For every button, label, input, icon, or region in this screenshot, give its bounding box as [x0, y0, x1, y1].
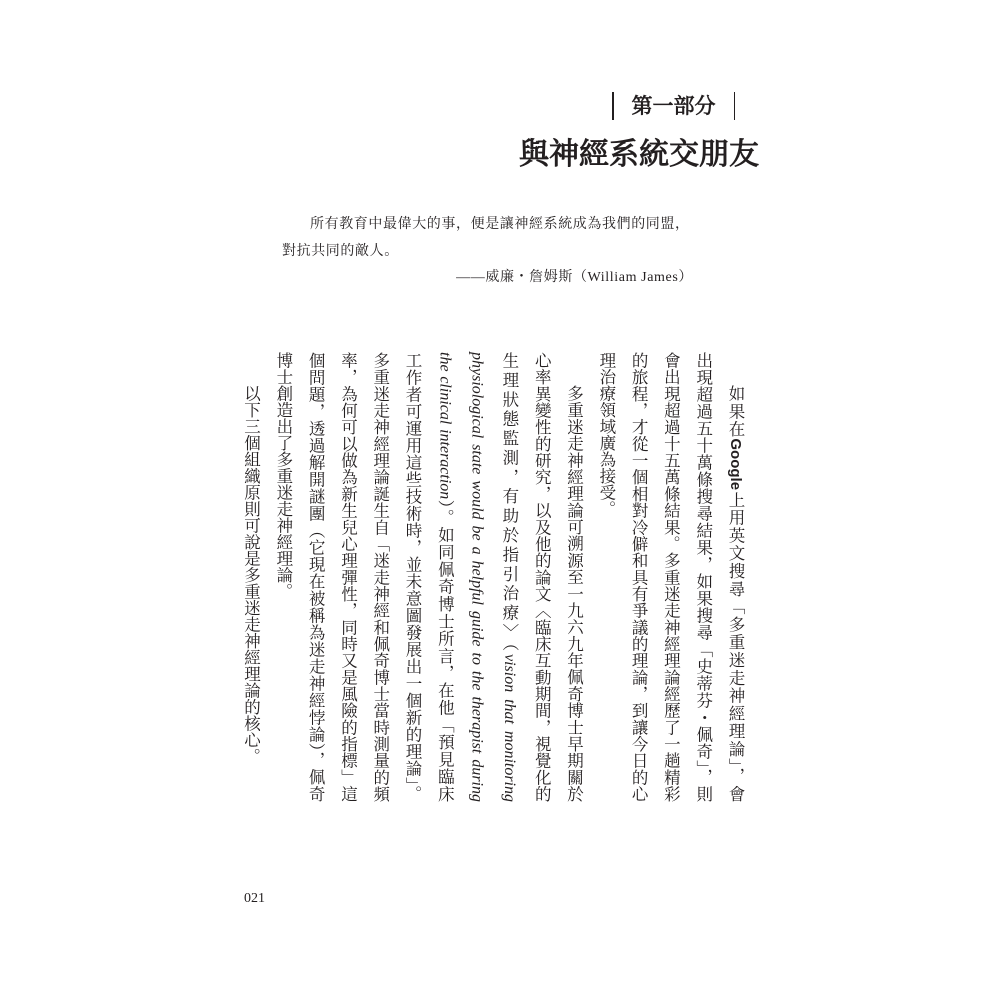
- epigraph-line-2: 對抗共同的敵人。: [282, 244, 399, 259]
- latin-term: Google: [727, 438, 744, 491]
- page-number: 021: [244, 891, 265, 906]
- body-column-3: [654, 352, 686, 802]
- epigraph-line-1: 所有教育中最偉大的事，便是讓神經系統成為我們的同盟，: [310, 217, 690, 232]
- body-column-16: [234, 352, 266, 802]
- body-column-12: [363, 352, 395, 802]
- italic-english-segment: the clinical interaction: [436, 352, 454, 500]
- body-column-11: [396, 352, 428, 802]
- body-column-14: [299, 352, 331, 802]
- body-text-segment: 多重迷走神經理論誕生自「迷走神經和佩奇博士當時測量的頻: [370, 352, 390, 802]
- italic-english-segment: physiological state would be a helpful guide to the therapist during: [468, 352, 486, 802]
- chapter-title: 與神經系統交朋友: [519, 138, 759, 171]
- body-text-segment: 理治療領域廣為接受。: [596, 352, 616, 517]
- body-column-15: [267, 352, 299, 802]
- body-column-2: [686, 352, 718, 802]
- part-heading: [612, 91, 735, 121]
- body-text-segment: 如果在: [726, 385, 745, 439]
- body-text-segment: 博士創造出了多重迷走神經理論。: [273, 352, 293, 600]
- body-column-4: [622, 352, 654, 802]
- body-text-segment: ）。如同佩奇博士所言，在他「預見臨床: [435, 499, 455, 802]
- epigraph-attribution: ——威廉・詹姆斯（William James）: [456, 270, 693, 285]
- body-column-6: [557, 352, 589, 802]
- body-text-segment: 多重迷走神經理論可溯源至一九六九年佩奇博士早期關於: [564, 385, 584, 802]
- body-text-segment: 出現超過五十萬條搜尋結果，如果搜尋「史蒂芬・佩奇」，則: [693, 352, 713, 802]
- body-column-9: [460, 352, 492, 802]
- body-text-segment: 的旅程，才從一個相對冷僻和具有爭議的理論，到讓今日的心: [629, 352, 649, 802]
- body-column-13: [331, 352, 363, 802]
- body-text-segment: 工作者可運用這些技術時，並未意圖發展出一個新的理論」。: [403, 352, 423, 802]
- body-column-10: [428, 352, 460, 802]
- body-text-segment: 上用英文搜尋「多重迷走神經理論」，會: [726, 490, 745, 803]
- body-column-8: [493, 352, 525, 802]
- part-label: 第一部分: [631, 94, 716, 118]
- body-text-segment: 以下三個組織原則可說是多重迷走神經理論的核心。: [241, 385, 261, 765]
- body-column-7: [525, 352, 557, 802]
- part-heading-right-bar: [734, 92, 736, 120]
- body-column-1: [719, 352, 751, 802]
- body-column-5: [590, 352, 622, 802]
- italic-english-segment: vision that monitoring: [500, 654, 518, 803]
- body-text-segment: 個問題，透過解開謎團（它現在被稱為迷走神經悖論），佩奇: [306, 352, 326, 802]
- body-text-segment: 會出現超過十五萬條結果。多重迷走神經理論經歷了一趟精彩: [661, 352, 681, 802]
- body-text-segment: 生理狀態監測，有助於指引治療〉（: [499, 352, 519, 654]
- body-text-segment: 率，為何可以做為新生兒心理彈性，同時又是風險的指標」這: [338, 352, 358, 802]
- body-text-segment: 心率異變性的研究，以及他的論文〈臨床互動期間，視覺化的: [532, 352, 552, 802]
- vertical-body-text: [234, 352, 751, 802]
